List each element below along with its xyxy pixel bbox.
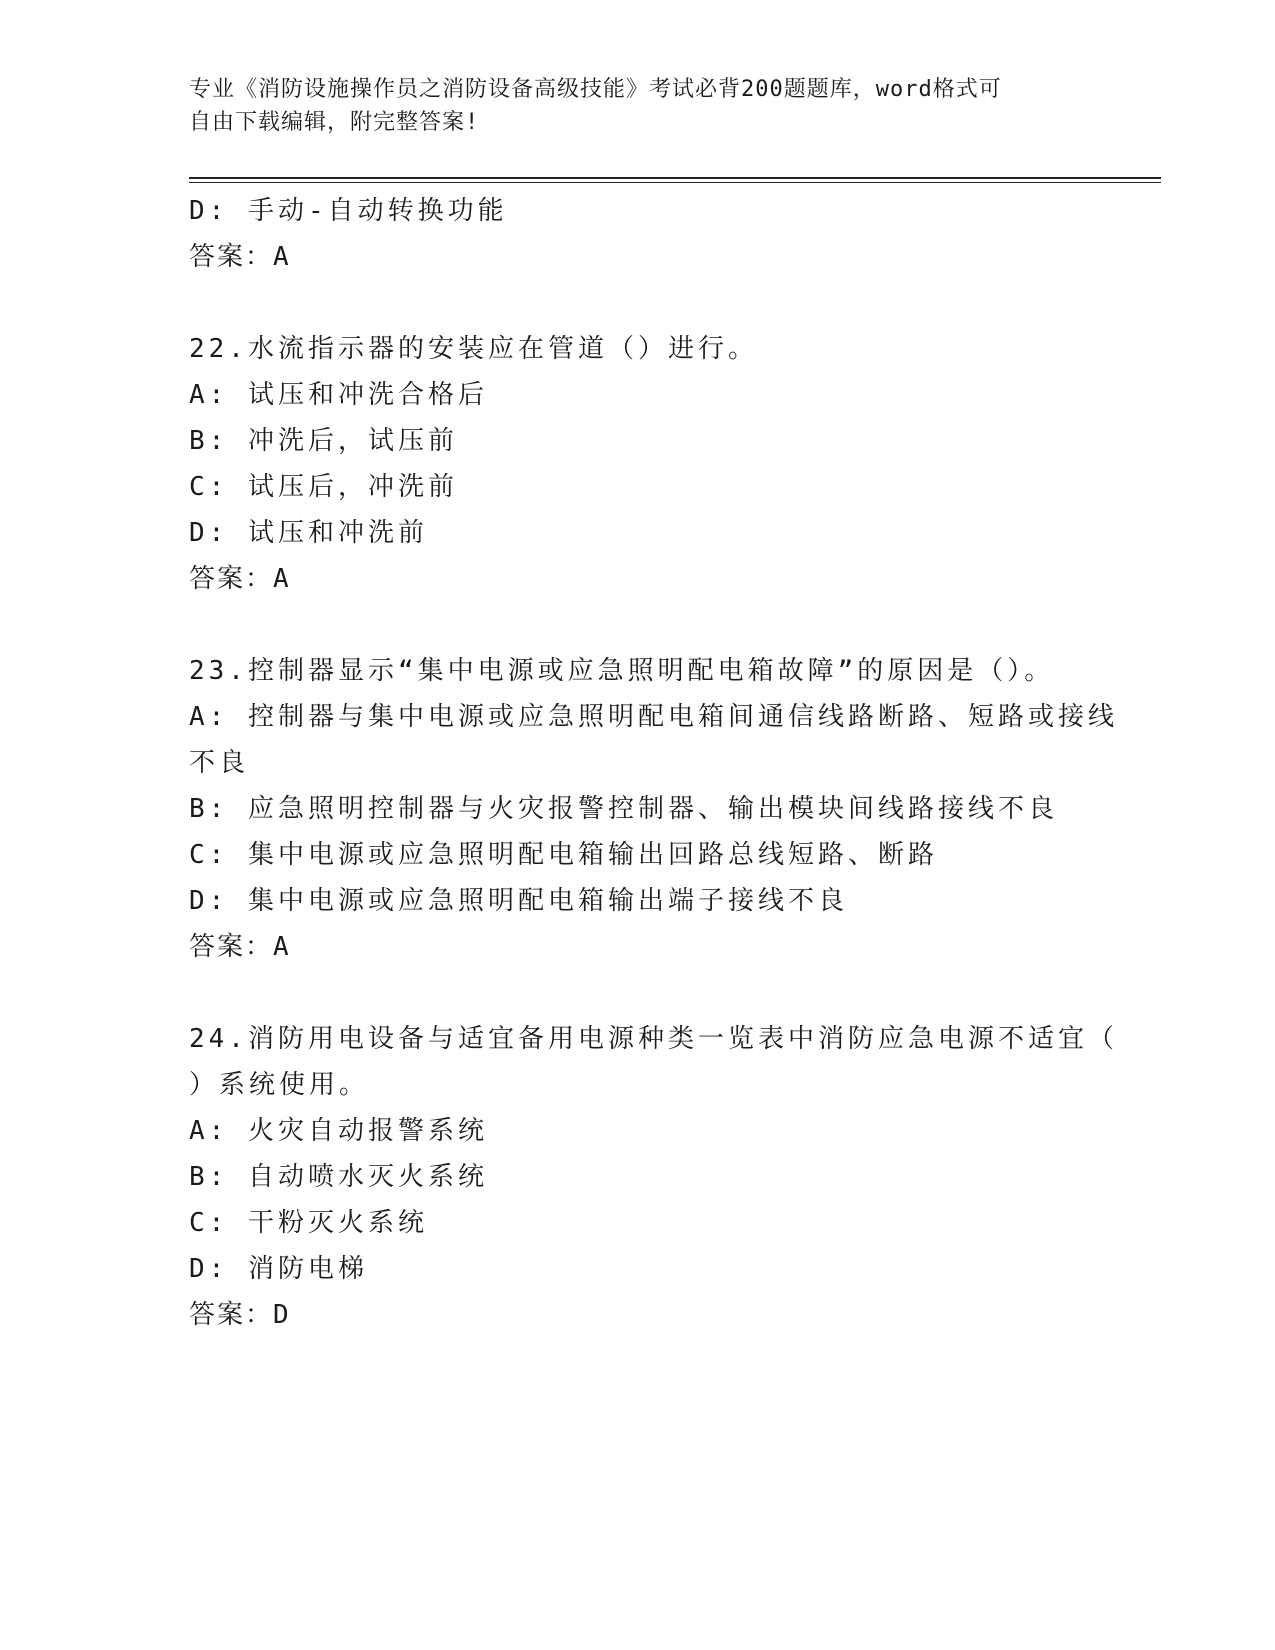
question-list [189,188,1118,1338]
option-b: B: 应急照明控制器与火灾报警控制器、输出模块间线路接线不良 [189,794,1058,824]
option-d: D: 试压和冲洗前 [189,518,428,548]
option-c: C: 干粉灭火系统 [189,1208,428,1238]
option-d: D: 手动-自动转换功能 [189,196,508,226]
option-d: D: 消防电梯 [189,1254,368,1284]
question-24 [189,1016,1118,1338]
question-stem: 24.消防用电设备与适宜备用电源种类一览表中消防应急电源不适宜（ [189,1024,1118,1054]
answer-line: 答案：D [189,1300,291,1330]
answer-line: 答案：A [189,564,291,594]
header-divider-thick [189,177,1161,179]
spacer [189,970,1089,1016]
question-23 [189,648,1118,970]
option-a-continuation: 不良 [189,748,250,778]
answer-line: 答案：A [189,242,291,272]
option-b: B: 自动喷水灭火系统 [189,1162,488,1192]
spacer [189,602,1089,648]
option-a: A: 火灾自动报警系统 [189,1116,488,1146]
option-c: C: 试压后，冲洗前 [189,472,458,502]
question-stem-continuation: ）系统使用。 [189,1070,370,1100]
question-stem: 22.水流指示器的安装应在管道（）进行。 [189,334,758,364]
option-d: D: 集中电源或应急照明配电箱输出端子接线不良 [189,886,848,916]
previous-question-tail [189,188,1089,280]
document-header [189,73,1069,139]
option-a: A: 试压和冲洗合格后 [189,380,488,410]
header-divider-thin [189,182,1161,183]
question-stem: 23.控制器显示“集中电源或应急照明配电箱故障”的原因是（）。 [189,656,1055,686]
option-a: A: 控制器与集中电源或应急照明配电箱间通信线路断路、短路或接线 [189,702,1118,732]
spacer [189,280,1089,326]
answer-line: 答案：A [189,932,291,962]
question-22 [189,326,1089,602]
option-c: C: 集中电源或应急照明配电箱输出回路总线短路、断路 [189,840,938,870]
option-b: B: 冲洗后，试压前 [189,426,458,456]
header-line-2: 自由下载编辑，附完整答案! [189,110,480,135]
header-line-1: 专业《消防设施操作员之消防设备高级技能》考试必背200题题库，word格式可 [189,77,1002,102]
